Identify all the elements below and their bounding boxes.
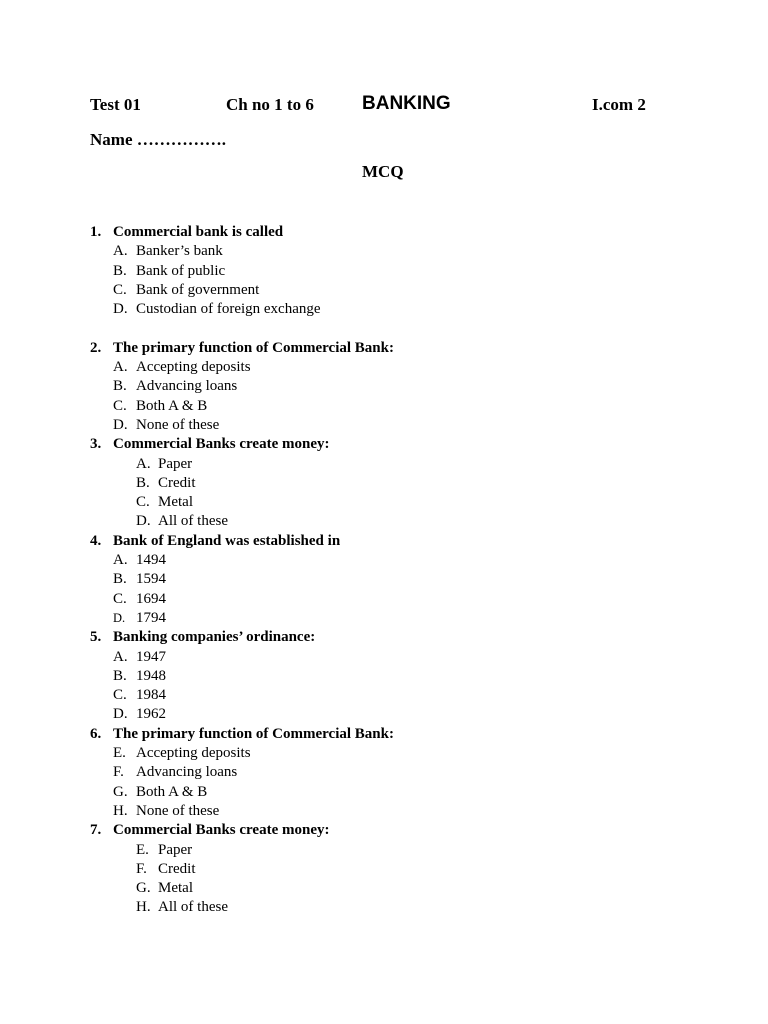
- option-text: 1794: [136, 609, 166, 626]
- question-list: [0, 223, 768, 918]
- question-4: [0, 532, 768, 628]
- option: [0, 300, 768, 319]
- option: [0, 648, 768, 667]
- option-letter: B.: [113, 667, 127, 684]
- question-number: 5.: [90, 629, 102, 646]
- option-letter: C.: [113, 281, 127, 298]
- option-text: Paper: [158, 841, 193, 858]
- question-text: Bank of England was established in: [113, 532, 341, 549]
- option-text: Accepting deposits: [136, 359, 251, 376]
- option-text: 1494: [136, 552, 166, 569]
- option: [0, 570, 768, 589]
- option-text: Accepting deposits: [136, 745, 251, 762]
- question-3: [0, 435, 768, 531]
- class-label: I.com 2: [592, 95, 646, 114]
- question-text: The primary function of Commercial Bank:: [113, 725, 394, 742]
- option-text: Both A & B: [136, 397, 208, 414]
- question-6: [0, 725, 768, 821]
- option: [0, 686, 768, 705]
- option-letter: A.: [113, 359, 128, 376]
- option-text: 1947: [136, 648, 166, 665]
- question-1: [0, 223, 768, 319]
- question-number: 2.: [90, 339, 102, 356]
- option: [0, 281, 768, 300]
- option-text: Credit: [158, 474, 196, 491]
- option-text: Banker’s bank: [136, 243, 223, 260]
- option-text: 1594: [136, 571, 166, 588]
- option-text: 1962: [136, 706, 166, 723]
- option-letter: B.: [113, 571, 127, 588]
- question-text: Banking companies’ ordinance:: [113, 629, 316, 646]
- option-text: None of these: [136, 802, 220, 819]
- option-text: Advancing loans: [136, 764, 238, 781]
- option-text: Metal: [158, 494, 193, 511]
- option-letter: D.: [113, 610, 126, 625]
- question-number: 1.: [90, 224, 102, 240]
- option: [0, 397, 768, 416]
- option: [0, 841, 768, 860]
- question-text: The primary function of Commercial Bank:: [113, 339, 394, 356]
- option-text: Paper: [158, 455, 193, 472]
- option-letter: B.: [113, 262, 127, 279]
- question-text: Commercial Banks create money:: [113, 436, 330, 453]
- option: [0, 609, 768, 628]
- option-letter: G.: [136, 880, 151, 897]
- option: [0, 879, 768, 898]
- option-letter: E.: [113, 745, 126, 762]
- option-letter: D.: [113, 301, 128, 318]
- option-letter: H.: [113, 802, 128, 819]
- option-letter: A.: [113, 648, 128, 665]
- option: [0, 763, 768, 782]
- option-text: 1948: [136, 667, 166, 684]
- option: [0, 262, 768, 281]
- question-text: Commercial Banks create money:: [113, 822, 330, 839]
- option-letter: E.: [136, 841, 149, 858]
- option: [0, 705, 768, 724]
- option-letter: F.: [136, 860, 147, 877]
- option-text: Advancing loans: [136, 378, 238, 395]
- question-2: [0, 339, 768, 435]
- question-5: [0, 628, 768, 724]
- option-text: Custodian of foreign exchange: [136, 301, 321, 318]
- option-text: None of these: [136, 416, 220, 433]
- option-letter: H.: [136, 899, 151, 916]
- option-text: Both A & B: [136, 783, 208, 800]
- section-title: MCQ: [362, 162, 404, 181]
- option-text: Bank of public: [136, 262, 226, 279]
- option-text: Metal: [158, 880, 193, 897]
- question-7: [0, 821, 768, 917]
- option: [0, 898, 768, 917]
- subject-title: BANKING: [362, 93, 451, 114]
- option-letter: C.: [113, 687, 127, 704]
- option-letter: C.: [113, 590, 127, 607]
- option: [0, 667, 768, 686]
- spacer: [0, 319, 768, 338]
- option: [0, 802, 768, 821]
- option-text: 1694: [136, 590, 166, 607]
- option-letter: D.: [136, 513, 151, 530]
- option: [0, 493, 768, 512]
- option: [0, 551, 768, 570]
- option: [0, 377, 768, 396]
- option-letter: D.: [113, 416, 128, 433]
- option: [0, 474, 768, 493]
- chapter-range: Ch no 1 to 6: [226, 95, 314, 114]
- option: [0, 590, 768, 609]
- option-letter: G.: [113, 783, 128, 800]
- option: [0, 455, 768, 474]
- option-text: Bank of government: [136, 281, 260, 298]
- option-text: 1984: [136, 687, 166, 704]
- question-text: Commercial bank is called: [113, 224, 284, 240]
- option-letter: A.: [113, 552, 128, 569]
- option: [0, 512, 768, 531]
- option-text: Credit: [158, 860, 196, 877]
- test-number: Test 01: [90, 95, 141, 114]
- option-letter: C.: [136, 494, 150, 511]
- option-letter: B.: [113, 378, 127, 395]
- option-letter: D.: [113, 706, 128, 723]
- option: [0, 783, 768, 802]
- option: [0, 242, 768, 261]
- option: [0, 416, 768, 435]
- option-letter: A.: [113, 243, 128, 260]
- option-letter: C.: [113, 397, 127, 414]
- question-number: 4.: [90, 532, 102, 549]
- option: [0, 860, 768, 879]
- option-letter: B.: [136, 474, 150, 491]
- question-number: 3.: [90, 436, 102, 453]
- name-field-line: Name …………….: [90, 130, 226, 149]
- option-letter: A.: [136, 455, 151, 472]
- option: [0, 744, 768, 763]
- option-text: All of these: [158, 513, 228, 530]
- question-number: 7.: [90, 822, 102, 839]
- option-text: All of these: [158, 899, 228, 916]
- option-letter: F.: [113, 764, 124, 781]
- question-number: 6.: [90, 725, 102, 742]
- option: [0, 358, 768, 377]
